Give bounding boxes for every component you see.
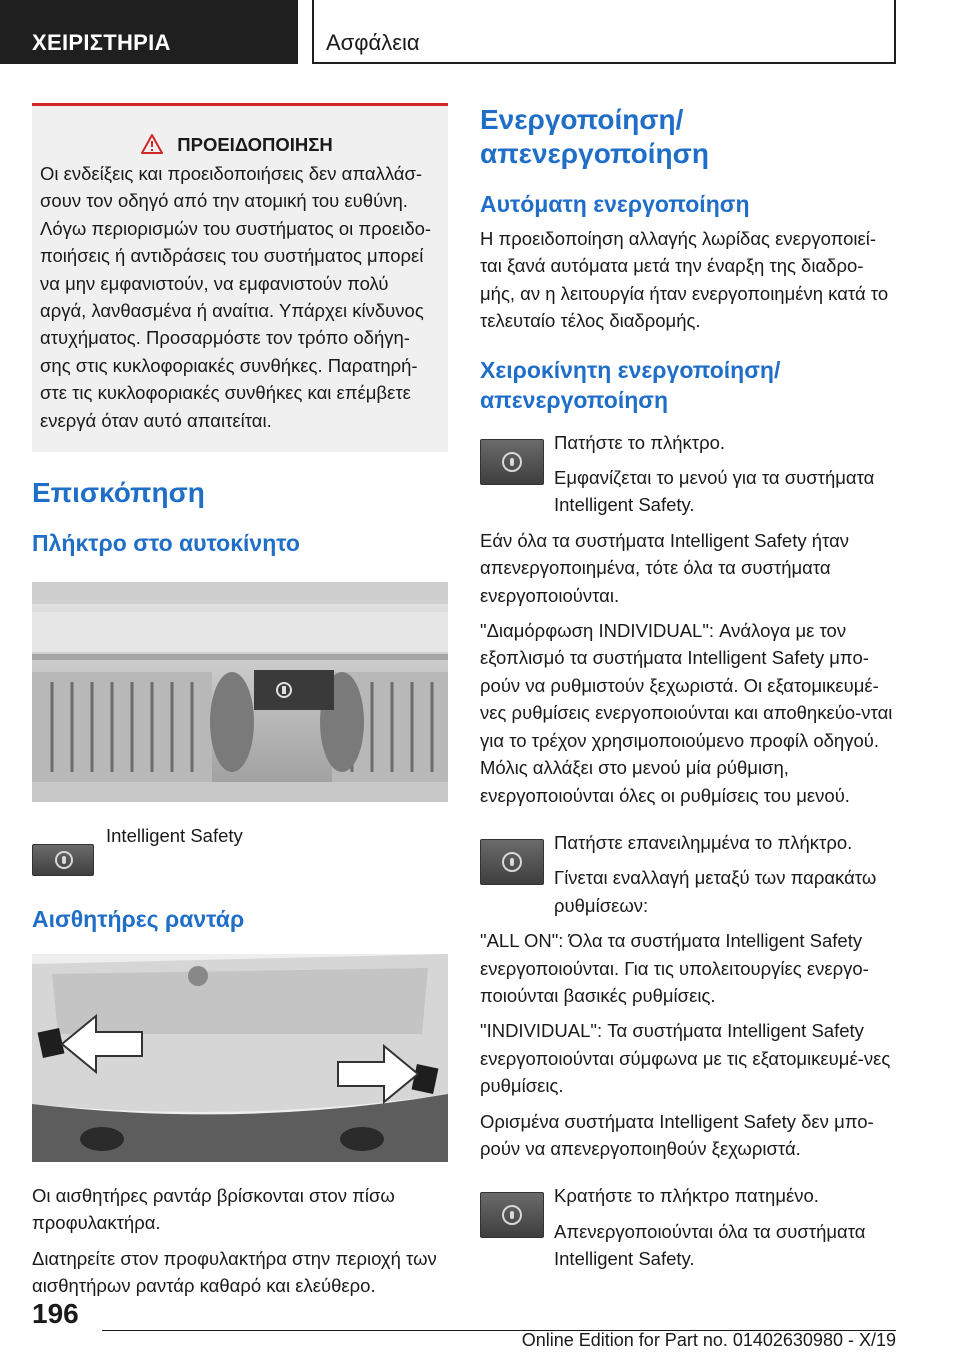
warning-text: Οι ενδείξεις και προειδοποιήσεις δεν απαλλάσ-σουν τον οδηγό από την ατομική του ευθύνη. Λόγω περιορισμών του συστήματος οι προειδο-ποιήσεις ή αντιδράσεις του συστήματος μπορεί να μην εμφανιστούν, να εμφανιστούν πολύ αργά, λανθασμένα ή αναίτια. Υπάρχει κίνδυνος ατυχήματος. Προσαρμόστε τον τρόπο οδήγη-σης στις κυκλοφοριακές συνθήκες. Παρατηρή-στε τις κυκλοφοριακές συνθήκες και επέμβετε ενεργά όταν αυτό απαιτείται. bbox=[40, 163, 432, 431]
step2-note: Ορισμένα συστήματα Intelligent Safety δεν μπο-ρούν να απενεργοποιηθούν ξεχωριστά. bbox=[480, 1110, 874, 1159]
step2-individual: "INDIVIDUAL": Τα συστήματα Intelligent Safety ενεργοποιούνται σύμφωνα με τις εξατομικευμέ-νες ρυθμίσεις. bbox=[480, 1020, 891, 1097]
step1-note: Εάν όλα τα συστήματα Intelligent Safety ήταν απενεργοποιημένα, τότε όλα τα συστήματα ενεργοποιούνται. bbox=[480, 529, 850, 606]
auto-activation-text: Η προειδοποίηση αλλαγής λωρίδας ενεργοποιεί-ται ξανά αυτόματα μετά την έναρξη της διαδρο-μής, αν η λειτουργία ήταν ενεργοποιημένη κατά το τελευταίο τέλος διαδρομής. bbox=[480, 228, 889, 332]
step2-instruction: Πατήστε επανειλημμένα το πλήκτρο. bbox=[554, 831, 853, 853]
edition-text: Online Edition for Part no. 01402630980 - X/19 bbox=[521, 1330, 896, 1350]
intelligent-safety-key-row bbox=[32, 822, 448, 882]
warning-triangle-icon bbox=[141, 134, 163, 154]
warning-title-row bbox=[40, 134, 434, 156]
manual-activation-heading: Χειροκίνητη ενεργοποίηση/ απενεργοποίηση bbox=[480, 356, 781, 413]
dashboard-illustration bbox=[32, 582, 448, 802]
button-caption: Intelligent Safety bbox=[106, 825, 243, 847]
sensors-heading: Αισθητήρες ραντάρ bbox=[32, 906, 245, 933]
warning-box bbox=[32, 103, 448, 452]
sensors-paragraph-2: Διατηρείτε στον προφυλακτήρα στην περιοχή των αισθητήρων ραντάρ καθαρό και ελεύθερο. bbox=[32, 1247, 437, 1297]
dashboard-button-photo bbox=[32, 582, 448, 802]
step3-row bbox=[480, 1182, 896, 1272]
step2-result: Γίνεται εναλλαγή μεταξύ των παρακάτω ρυθμίσεων: bbox=[554, 867, 877, 916]
step3-result: Απενεργοποιούνται όλα τα συστήματα Intelligent Safety. bbox=[554, 1220, 866, 1270]
step1-instruction: Πατήστε το πλήκτρο. bbox=[554, 431, 726, 453]
step2-row bbox=[480, 829, 896, 919]
step2-button-icon bbox=[480, 839, 544, 885]
rear-bumper-photo bbox=[32, 954, 448, 1162]
intelligent-safety-button-icon bbox=[32, 844, 94, 876]
page-number: 196 bbox=[32, 1298, 79, 1329]
step3-button-icon bbox=[480, 1192, 544, 1238]
section-tab: ΧΕΙΡΙΣΤΗΡΙΑ bbox=[0, 0, 298, 64]
button-heading: Πλήκτρο στο αυτοκίνητο bbox=[32, 530, 300, 557]
right-column bbox=[480, 103, 896, 1273]
warning-title: ΠΡΟΕΙΔΟΠΟΙΗΣΗ bbox=[177, 134, 333, 155]
step1-individual-note: "Διαμόρφωση INDIVIDUAL": Ανάλογα με τον εξοπλισμό τα συστήματα Intelligent Safety μπο-ρούν να ρυθμιστούν ξεχωριστά. Οι εξατομικευμέ-νες ρυθμίσεις ενεργοποιούνται και αποθηκεύο-νται για το τρέχον χρησιμοποιούμενο προφίλ οδηγού. Μόλις αλλάξει στο μενού μία ρύθμιση, ενεργοποιούνται όλες οι ρυθμίσεις του μενού. bbox=[480, 620, 893, 806]
overview-heading: Επισκόπηση bbox=[32, 477, 205, 509]
chapter-title: Ασφάλεια bbox=[312, 0, 896, 64]
step1-result: Εμφανίζεται το μενού για τα συστήματα Intelligent Safety. bbox=[554, 467, 875, 516]
sensors-paragraph-1: Οι αισθητήρες ραντάρ βρίσκονται στον πίσω προφυλακτήρα. bbox=[32, 1185, 395, 1234]
auto-activation-heading: Αυτόματη ενεργοποίηση bbox=[480, 191, 750, 217]
left-column bbox=[32, 103, 448, 1300]
step3-instruction: Κρατήστε το πλήκτρο πατημένο. bbox=[554, 1185, 819, 1207]
activation-heading: Ενεργοποίηση/απενεργοποίηση bbox=[480, 104, 709, 169]
bumper-illustration bbox=[32, 954, 448, 1162]
step2-all-on: "ALL ON": Όλα τα συστήματα Intelligent Safety ενεργοποιούνται. Για τις υπολειτουργίες ενεργο-ποιούνται βασικές ρυθμίσεις. bbox=[480, 930, 869, 1006]
step1-row bbox=[480, 429, 896, 519]
step1-button-icon bbox=[480, 439, 544, 485]
